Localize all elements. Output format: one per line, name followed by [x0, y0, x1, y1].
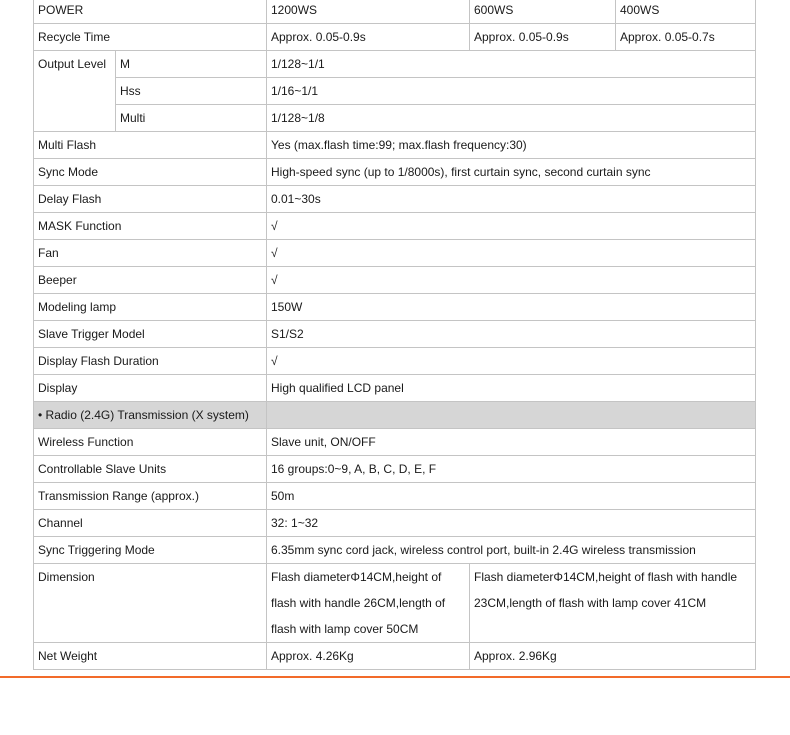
spec-label: Net Weight [34, 643, 267, 670]
spec-value-400: 400WS [616, 0, 756, 24]
spec-label: Beeper [34, 267, 267, 294]
spec-value: High-speed sync (up to 1/8000s), first curtain sync, second curtain sync [267, 159, 756, 186]
spec-row-display [34, 375, 756, 402]
spec-label: Display [34, 375, 267, 402]
spec-value: 32: 1~32 [267, 510, 756, 537]
spec-value-600: 600WS [470, 0, 616, 24]
section-title: • Radio (2.4G) Transmission (X system) [34, 402, 267, 429]
spec-label: Dimension [34, 564, 267, 643]
output-mode: M [116, 51, 267, 78]
spec-label: Controllable Slave Units [34, 456, 267, 483]
spec-row-output-m [34, 51, 756, 78]
spec-row-display-duration [34, 348, 756, 375]
spec-value: √ [267, 213, 756, 240]
spec-value: 150W [267, 294, 756, 321]
spec-row-output-multi [34, 105, 756, 132]
spec-row-slave-trigger [34, 321, 756, 348]
spec-label: Display Flash Duration [34, 348, 267, 375]
spec-label: Transmission Range (approx.) [34, 483, 267, 510]
spec-label: Wireless Function [34, 429, 267, 456]
spec-value-600: Approx. 0.05-0.9s [470, 24, 616, 51]
spec-row-transmission-range [34, 483, 756, 510]
orange-divider [0, 676, 790, 678]
spec-value: Slave unit, ON/OFF [267, 429, 756, 456]
spec-label: Multi Flash [34, 132, 267, 159]
spec-row-delay-flash [34, 186, 756, 213]
spec-row-beeper [34, 267, 756, 294]
spec-label: Modeling lamp [34, 294, 267, 321]
spec-row-sync-mode [34, 159, 756, 186]
output-mode: Multi [116, 105, 267, 132]
spec-value-400: Approx. 0.05-0.7s [616, 24, 756, 51]
spec-row-sync-triggering [34, 537, 756, 564]
spec-row-channel [34, 510, 756, 537]
spec-row-mask-function [34, 213, 756, 240]
output-mode: Hss [116, 78, 267, 105]
spec-value: 6.35mm sync cord jack, wireless control port, built-in 2.4G wireless transmission [267, 537, 756, 564]
spec-label: Sync Mode [34, 159, 267, 186]
spec-row-net-weight [34, 643, 756, 670]
spec-row-power [34, 0, 756, 24]
spec-row-modeling-lamp [34, 294, 756, 321]
spec-row-controllable-units [34, 456, 756, 483]
spec-row-wireless-function [34, 429, 756, 456]
spec-table [33, 0, 756, 670]
output-value: 1/16~1/1 [267, 78, 756, 105]
section-header-radio [34, 402, 756, 429]
spec-value: 0.01~30s [267, 186, 756, 213]
spec-value: 50m [267, 483, 756, 510]
spec-value: 16 groups:0~9, A, B, C, D, E, F [267, 456, 756, 483]
spec-label: Sync Triggering Mode [34, 537, 267, 564]
spec-row-recycle [34, 24, 756, 51]
spec-row-multi-flash [34, 132, 756, 159]
spec-value: √ [267, 348, 756, 375]
spec-label: Channel [34, 510, 267, 537]
spec-value-1200: Approx. 4.26Kg [267, 643, 470, 670]
spec-value: S1/S2 [267, 321, 756, 348]
spec-value: Yes (max.flash time:99; max.flash frequency:30) [267, 132, 756, 159]
spec-label: Slave Trigger Model [34, 321, 267, 348]
spec-label: POWER [34, 0, 267, 24]
spec-value-600-400: Approx. 2.96Kg [470, 643, 756, 670]
spec-label: Recycle Time [34, 24, 267, 51]
spec-row-output-hss [34, 78, 756, 105]
section-filler [267, 402, 756, 429]
spec-value-1200: Flash diameterΦ14CM,height of flash with handle 26CM,length of flash with lamp cover 50CM [267, 564, 470, 643]
spec-value-1200: Approx. 0.05-0.9s [267, 24, 470, 51]
output-value: 1/128~1/8 [267, 105, 756, 132]
spec-value-1200: 1200WS [267, 0, 470, 24]
spec-value: √ [267, 267, 756, 294]
spec-value: √ [267, 240, 756, 267]
spec-row-fan [34, 240, 756, 267]
spec-label: MASK Function [34, 213, 267, 240]
spec-label: Delay Flash [34, 186, 267, 213]
spec-label: Fan [34, 240, 267, 267]
spec-row-dimension [34, 564, 756, 643]
spec-label: Output Level [34, 51, 116, 132]
spec-value: High qualified LCD panel [267, 375, 756, 402]
spec-value-600-400: Flash diameterΦ14CM,height of flash with handle 23CM,length of flash with lamp cover 41CM [470, 564, 756, 643]
output-value: 1/128~1/1 [267, 51, 756, 78]
